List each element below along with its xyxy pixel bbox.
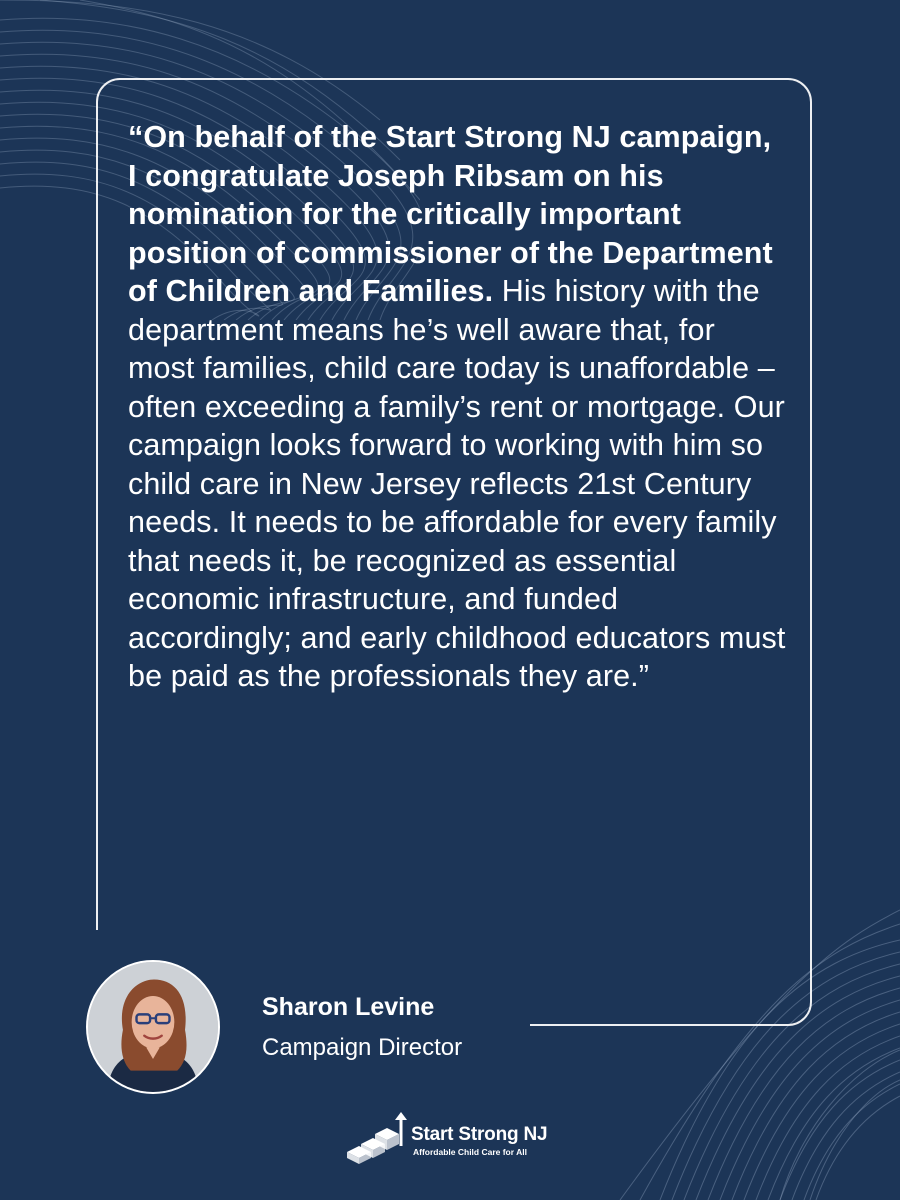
quote-regular-text: His history with the department means he’s well aware that, for most families, child care today is unaffordable – often exceeding a family’s rent or mortgage. Our campaign looks forward to working with him so child care in New Jersey reflects 21st Century needs. It needs to be affordable for every family that needs it, be recognized as essential economic infrastructure, and funded accordingly; and early childhood educators must be paid as the professionals they are.” <box>128 274 786 693</box>
logo-title: Start Strong NJ <box>411 1124 548 1145</box>
portrait-photo-icon <box>88 962 218 1092</box>
logo-tagline: Affordable Child Care for All <box>413 1147 527 1157</box>
start-strong-nj-logo <box>345 1112 565 1168</box>
speaker-name: Sharon Levine <box>262 993 435 1021</box>
quote-bold-text: “On behalf of the Start Strong NJ campaign, I congratulate Joseph Ribsam on his nomination for the critically important position of commissioner of the Department of Children and Families. <box>128 120 773 308</box>
quote-text <box>128 118 788 696</box>
building-blocks-arrow-icon <box>345 1112 407 1164</box>
speaker-role: Campaign Director <box>262 1034 463 1061</box>
speaker-photo <box>86 960 220 1094</box>
